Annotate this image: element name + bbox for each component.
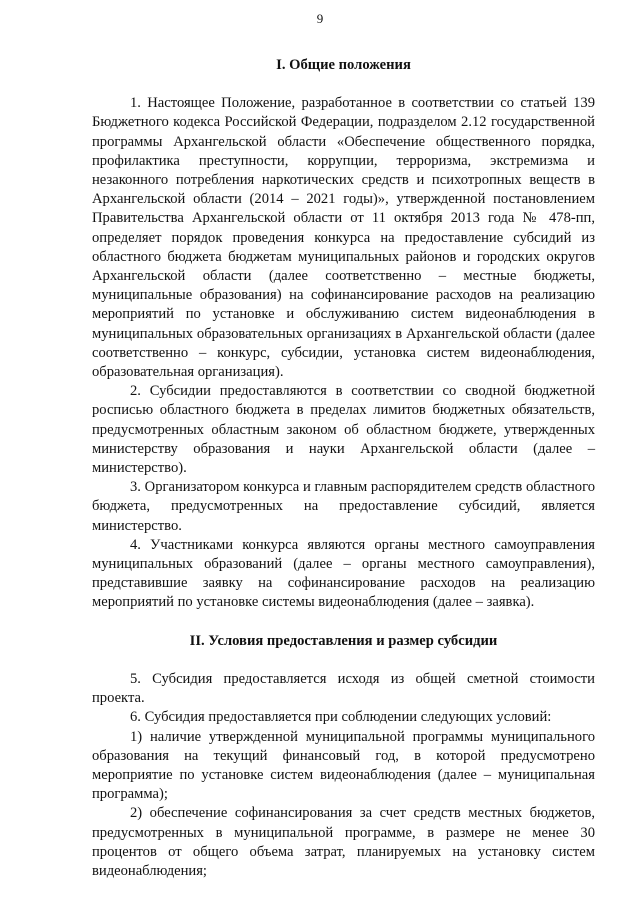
paragraph-5: 5. Субсидия предоставляется исходя из общей сметной стоимости проекта.	[92, 670, 595, 707]
condition-item-1: 1) наличие утвержденной муниципальной программы муниципального образования на текущий финансовый год, в которой предусмотрено мероприятие по установке систем видеонаблюдения (далее – муниципальная программа);	[92, 728, 595, 803]
condition-item-2: 2) обеспечение софинансирования за счет средств местных бюджетов, предусмотренных в муниципальной программе, в размере не менее 30 процентов от общего объема затрат, планируемых на установку систем видеонаблюдения;	[92, 805, 595, 879]
paragraph-3: 3. Организатором конкурса и главным распорядителем средств областного бюджета, предусмотренных на предоставление субсидий, является министерство.	[92, 479, 595, 534]
paragraph-2: 2. Субсидии предоставляются в соответствии со сводной бюджетной росписью областного бюджета в пределах лимитов бюджетных обязательств, предусмотренных областным законом об областном бюджете, утвержденных министерству образования и науки Архангельской области (далее – министерство).	[92, 383, 595, 477]
page-number: 9	[316, 11, 324, 26]
paragraph-6: 6. Субсидия предоставляется при соблюдении следующих условий:	[130, 709, 552, 726]
paragraph-1: 1. Настоящее Положение, разработанное в соответствии со статьей 139 Бюджетного кодекса Российской Федерации, подразделом 2.12 государственной программы Архангельской области «Обеспечение общественного порядка, профилактика преступности, коррупции, терроризма, экстремизма и незаконного потребления наркотических средств и психотропных веществ в Архангельской области (2014 – 2021 годы)», утвержденной постановлением Правительства Архангельской области от 11 октября 2013 года № 478-пп, определяет порядок проведения конкурса на предоставление субсидий из областного бюджета бюджетам муниципальных районов и городских округов Архангельской области (далее соответственно – местные бюджеты, муниципальные образования) на софинансирование расходов на реализацию мероприятий по установке и обслуживанию систем видеонаблюдения в муниципальных образовательных организациях в Архангельской области (далее соответственно – конкурс, субсидии, установка систем видеонаблюдения, образовательная организация).	[92, 95, 595, 381]
section-heading-general: I. Общие положения	[276, 57, 411, 73]
section-heading-conditions: II. Условия предоставления и размер субсидии	[189, 632, 498, 649]
paragraph-4: 4. Участниками конкурса являются органы местного самоуправления муниципальных образований (далее – органы местного самоуправления), представившие заявку на софинансирование расходов на реализацию мероприятий по установке системы видеонаблюдения (далее – заявка).	[92, 536, 595, 611]
document-body	[92, 56, 595, 881]
